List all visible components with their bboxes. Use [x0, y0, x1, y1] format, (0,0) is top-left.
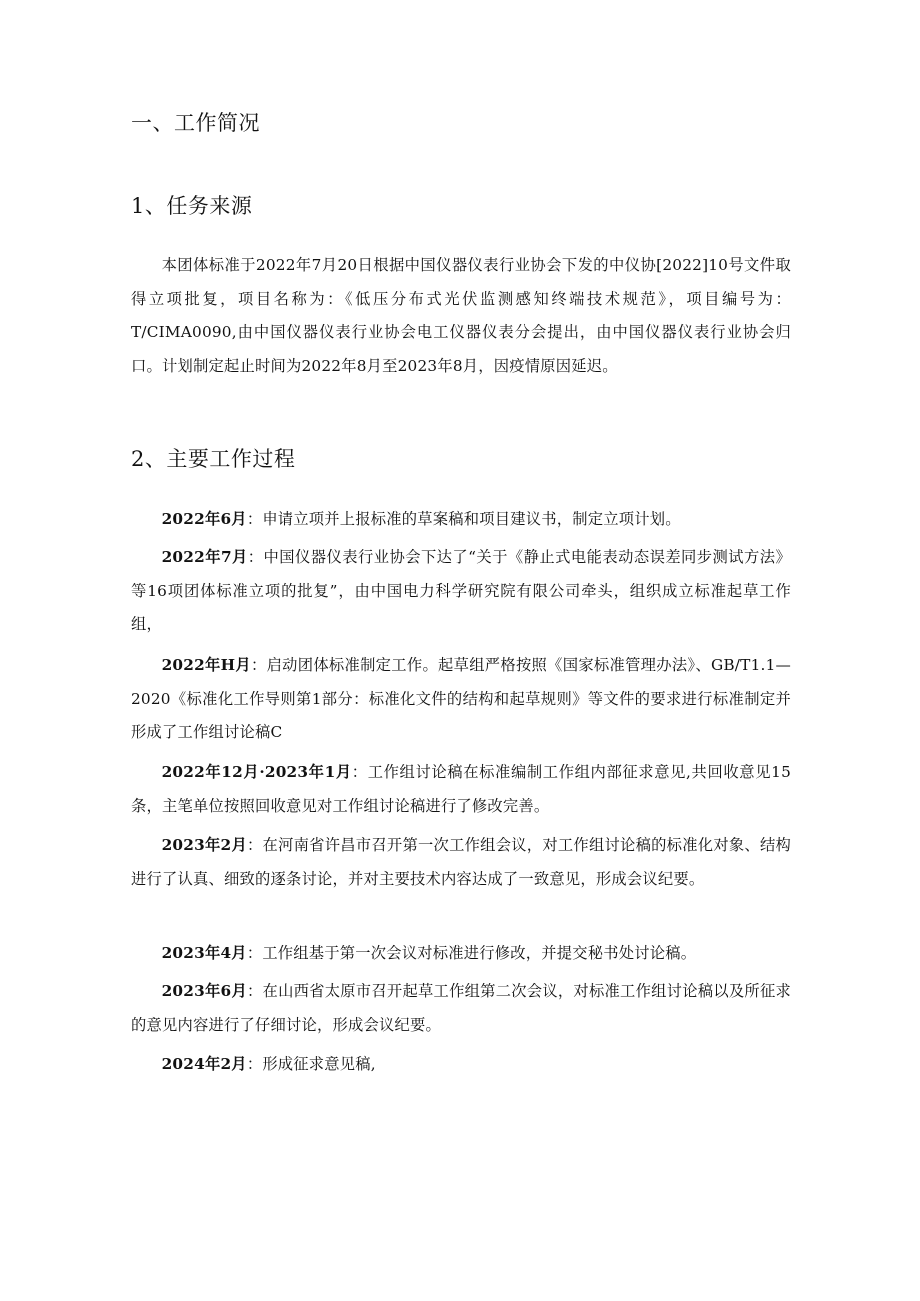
milestone-date: 2024年2月: [161, 1055, 247, 1073]
milestone-paragraph: [131, 503, 791, 537]
milestone-date: 2022年6月: [161, 510, 247, 528]
milestone-text: 申请立项并上报标准的草案稿和项目建议书，制定立项计划。: [262, 510, 681, 528]
milestone-paragraph: [131, 829, 791, 896]
milestone-paragraph: [131, 541, 791, 642]
milestone-separator: ：: [246, 510, 263, 528]
milestone-paragraph: [131, 975, 791, 1042]
milestone-separator: ：: [247, 548, 264, 566]
milestone-separator: ：: [250, 656, 267, 674]
milestone-date: 2022年7月: [161, 548, 248, 566]
work-process-title: 2、主要工作过程: [131, 447, 296, 471]
milestone-paragraph: [131, 937, 791, 971]
milestone-date: 2023年2月: [161, 836, 247, 854]
milestone-date: 2023年6月: [161, 982, 247, 1000]
milestone-separator: ：: [247, 982, 263, 1000]
milestone-paragraph: [131, 649, 791, 750]
milestone-text: 中国仪器仪表行业协会下达了“关于《静止式电能表动态误差同步测试方法》等16项团体标准立项的批复”，由中国电力科学研究院有限公司牵头，组织成立标准起草工作组，: [131, 548, 791, 633]
milestone-text: 在山西省太原市召开起草工作组第二次会议，对标准工作组讨论稿以及所征求的意见内容进行了仔细讨论，形成会议纪要。: [131, 982, 791, 1034]
milestone-separator: ：: [351, 763, 368, 781]
milestone-text: 启动团体标准制定工作。起草组严格按照《国家标准管理办法》、GB/T1.1—2020《标准化工作导则第1部分：标准化文件的结构和起草规则》等文件的要求进行标准制定并形成了工作组讨论稿C: [131, 656, 791, 741]
milestone-text: 在河南省许昌市召开第一次工作组会议，对工作组讨论稿的标准化对象、结构进行了认真、细致的逐条讨论，并对主要技术内容达成了一致意见，形成会议纪要。: [131, 836, 791, 888]
milestone-date: 2022年12月·2023年1月: [161, 763, 352, 781]
milestone-separator: ：: [247, 836, 263, 854]
milestone-text: 工作组基于第一次会议对标准进行修改，并提交秘书处讨论稿。: [262, 944, 697, 962]
section-title: 一、工作简况: [131, 111, 260, 135]
milestone-date: 2023年4月: [161, 944, 247, 962]
milestone-separator: ：: [246, 1055, 263, 1073]
milestone-date: 2022年H月: [161, 656, 251, 674]
milestone-text: 形成征求意见稿,: [262, 1055, 376, 1073]
milestone-paragraph: [131, 1048, 791, 1082]
milestone-text: 工作组讨论稿在标准编制工作组内部征求意见,共回收意见15条，主笔单位按照回收意见对工作组讨论稿进行了修改完善。: [131, 763, 791, 815]
milestone-separator: ：: [246, 944, 263, 962]
milestone-paragraph: [131, 756, 791, 823]
task-source-paragraph: 本团体标准于2022年7月20日根据中国仪器仪表行业协会下发的中仪协[2022]10号文件取得立项批复，项目名称为：《低压分布式光伏监测感知终端技术规范》，项目编号为：T/CIMA0090,由中国仪器仪表行业协会电工仪器仪表分会提出，由中国仪器仪表行业协会归口。计划制定起止时间为2022年8月至2023年8月，因疫情原因延迟。: [131, 256, 791, 375]
task-source-title: 1、任务来源: [131, 194, 253, 218]
